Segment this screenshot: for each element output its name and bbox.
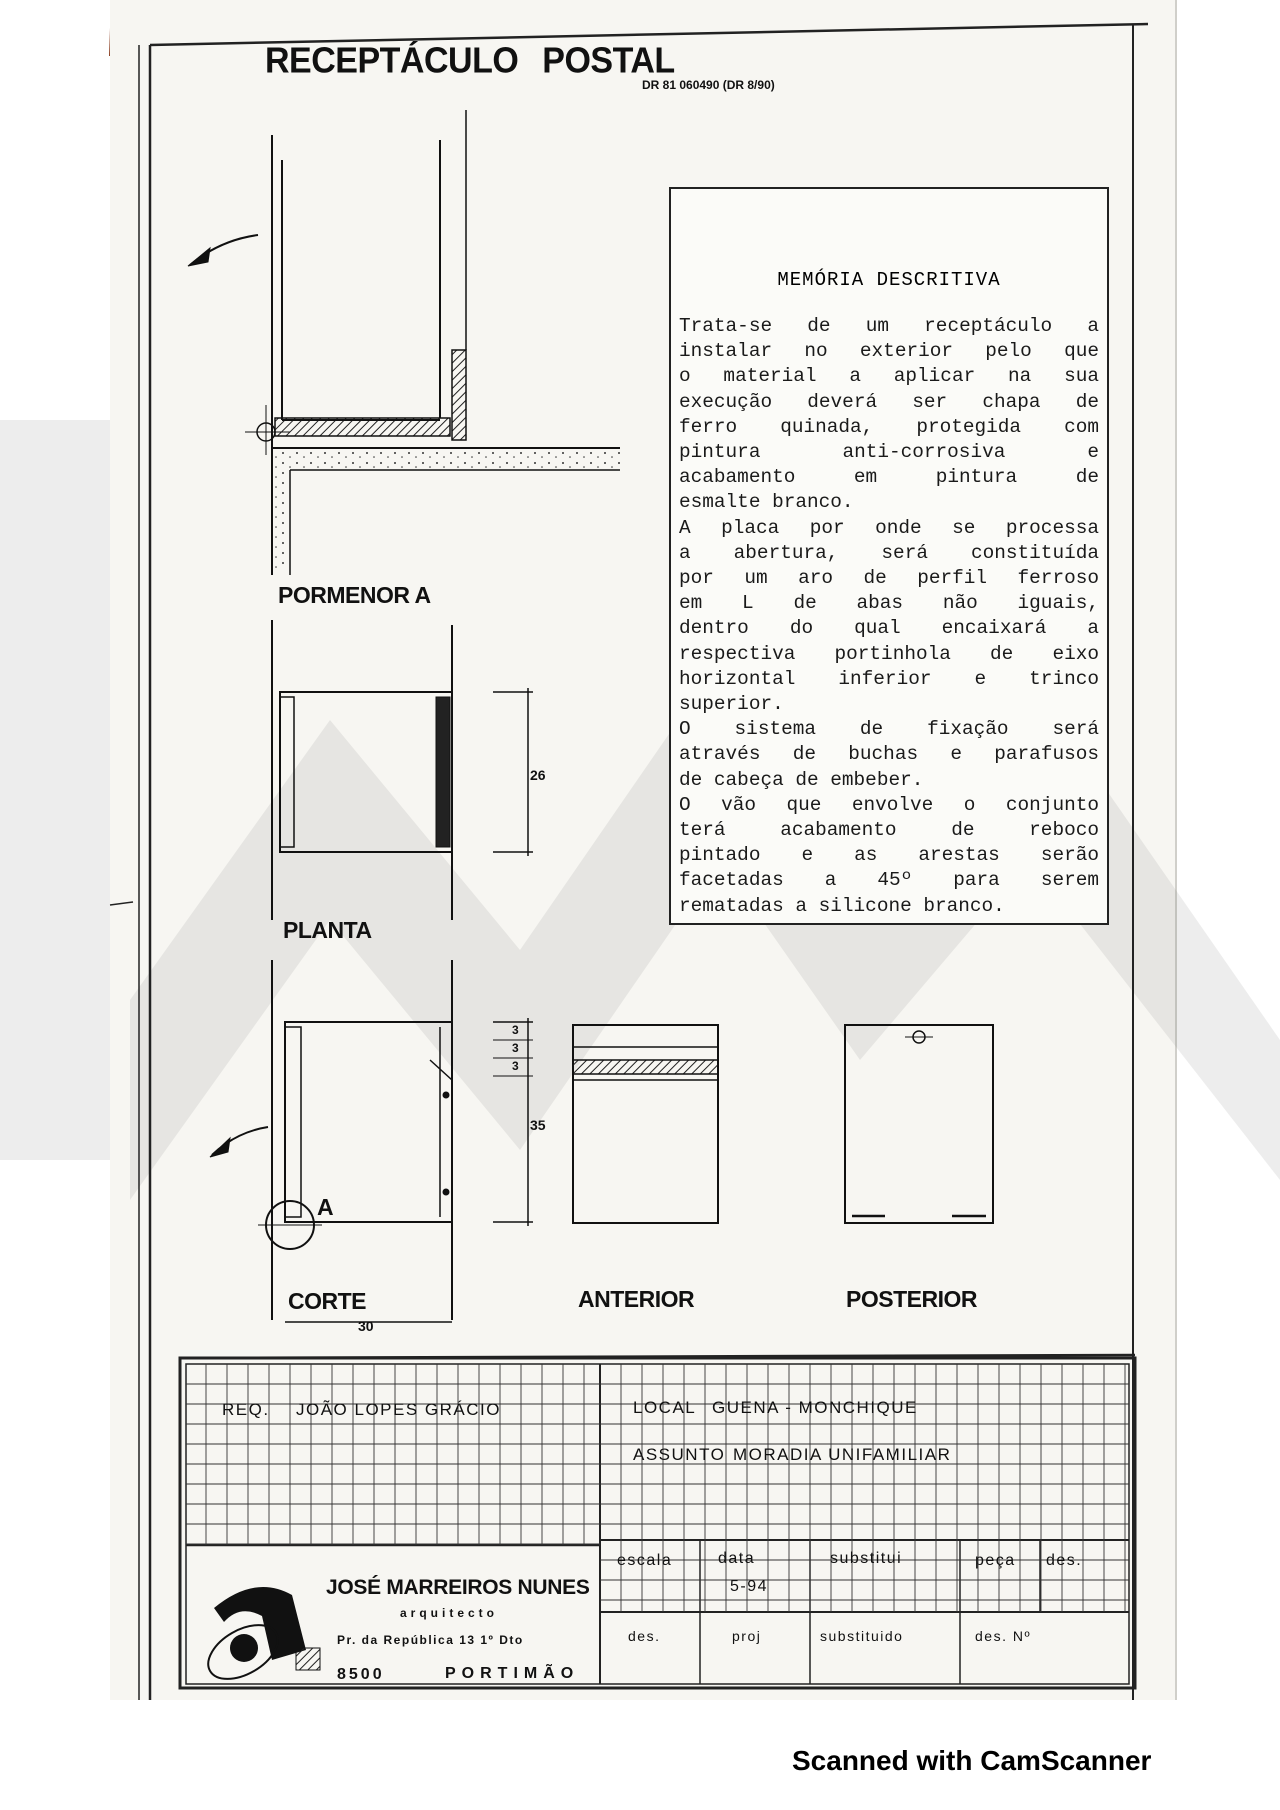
description-line: pintado e as arestas serão [679,844,1099,867]
req-label: REQ. [222,1400,270,1419]
substitui-label: substitui [830,1550,903,1567]
back-view-drawing [845,1025,993,1223]
firm-name: JOSÉ MARREIROS NUNES [326,1576,590,1599]
description-text [679,314,1099,919]
title-left: RECEPTÁCULO [265,41,519,81]
description-line: terá acabamento de reboco [679,819,1099,842]
description-line: ferro quinada, protegida com [679,415,1099,438]
description-line: esmalte branco. [679,491,854,514]
description-line: execução deverá ser chapa de [679,390,1099,413]
plan-label: PLANTA [283,917,372,943]
local-value: GUENA - MONCHIQUE [712,1398,918,1417]
detail-marker: A [317,1194,334,1220]
firm-address: Pr. da República 13 1º Dto [337,1633,524,1647]
description-line: O sistema de fixação será [679,718,1099,741]
req-value: JOÃO LOPES GRÁCIO [296,1400,501,1419]
description-line: Trata-se de um receptáculo a [679,315,1099,337]
drawing-title [265,41,675,82]
description-line: facetadas a 45º para serem [679,869,1099,892]
description-line: o material a aplicar na sua [679,365,1099,388]
proj-label: proj [732,1628,762,1644]
scanner-watermark: Scanned with CamScanner [792,1745,1152,1776]
description-line: de cabeça de embeber. [679,768,924,791]
description-line: através de buchas e parafusos [679,743,1099,766]
section-label: CORTE [288,1288,366,1314]
description-line: acabamento em pintura de [679,466,1099,489]
detail-drawing [188,110,620,575]
description-line: pintura anti-corrosiva e [679,441,1099,464]
description-box [669,187,1109,925]
des-no-label: des. Nº [975,1628,1032,1644]
description-line: dentro do qual encaixará a [679,617,1099,640]
firm-logo [199,1587,320,1690]
front-view-drawing [573,1025,718,1223]
section-drawing [210,960,533,1322]
data-value: 5-94 [730,1578,769,1595]
escala-label: escala [617,1552,673,1569]
dimension-plan-height: 26 [530,767,546,783]
description-line: em L de abas não iguais, [679,592,1099,615]
local-label: LOCAL [633,1398,697,1417]
description-line: A placa por onde se processa [679,516,1099,539]
title-right: POSTAL [542,41,675,81]
description-line: horizontal inferior e trinco [679,667,1099,690]
description-line: por um aro de perfil ferroso [679,567,1099,590]
dimension-section-height: 35 [530,1117,546,1133]
substituido-label: substituido [820,1628,904,1644]
des-label-top: des. [1046,1552,1083,1569]
back-view-label: POSTERIOR [846,1286,977,1312]
description-line: instalar no exterior pelo que [679,340,1099,363]
firm-city: PORTIMÃO [445,1665,580,1682]
dimension-top-b: 3 [512,1041,519,1055]
data-label: data [718,1550,756,1567]
plan-drawing [272,620,533,920]
assunto-value: MORADIA UNIFAMILIAR [733,1445,952,1464]
peca-label: peça [975,1552,1016,1569]
description-line: superior. [679,693,784,716]
front-view-label: ANTERIOR [578,1286,695,1312]
dimension-section-width: 30 [358,1318,374,1334]
drawing-reference: DR 81 060490 (DR 8/90) [642,78,775,92]
dimension-top-c: 3 [512,1059,519,1073]
description-title: MEMÓRIA DESCRITIVA [777,269,1001,291]
description-line: respectiva portinhola de eixo [679,642,1099,665]
assunto-label: ASSUNTO [633,1445,726,1464]
firm-role: arquitecto [400,1606,499,1620]
description-line: O vão que envolve o conjunto [679,793,1099,816]
description-line: rematadas a silicone branco. [679,894,1005,917]
firm-postcode: 8500 [337,1666,385,1683]
des-label: des. [628,1628,661,1644]
description-line: a abertura, será constituída [679,541,1099,564]
dimension-top-a: 3 [512,1023,519,1037]
detail-label: PORMENOR A [278,582,431,608]
